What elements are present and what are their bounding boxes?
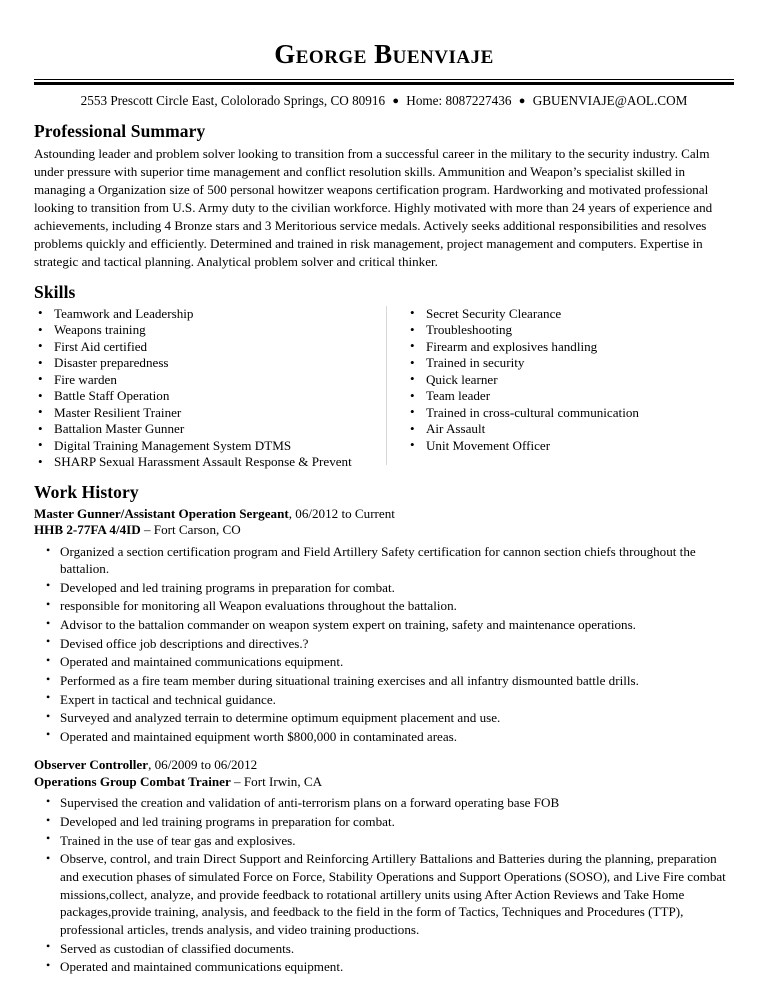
skills-column-right: [384, 306, 734, 471]
job-location: – Fort Carson, CO: [140, 522, 241, 538]
job-dates: , 06/2009 to 06/2012: [148, 757, 258, 773]
list-item: • Weapons training: [34, 322, 376, 338]
list-item: • Trained in cross-cultural communication: [406, 405, 734, 421]
job-responsibility-list: [34, 794, 734, 975]
list-item: • Trained in the use of tear gas and explosives.: [34, 832, 734, 849]
list-item: • Battalion Master Gunner: [34, 421, 376, 437]
contact-email: GBUENVIAJE@AOL.COM: [532, 92, 688, 108]
list-item: • Developed and led training programs in preparation for combat.: [34, 813, 734, 830]
list-item: • Surveyed and analyzed terrain to determine optimum equipment placement and use.: [34, 709, 734, 726]
list-item: • SHARP Sexual Harassment Assault Response & Prevent: [34, 454, 376, 470]
list-item: • Secret Security Clearance: [406, 306, 734, 322]
list-item: • Firearm and explosives handling: [406, 339, 734, 355]
header-divider-thick: [34, 82, 734, 85]
job-org-line: [34, 774, 734, 791]
list-item: • Team leader: [406, 388, 734, 404]
list-item: • Served as custodian of classified documents.: [34, 940, 734, 957]
list-item: • Operated and maintained communications equipment.: [34, 958, 734, 975]
list-item: • First Aid certified: [34, 339, 376, 355]
list-item: • Quick learner: [406, 372, 734, 388]
section-heading-professional-summary: Professional Summary: [34, 121, 206, 142]
job-title-line: [34, 506, 734, 523]
job-title: Master Gunner/Assistant Operation Sergeant: [34, 505, 289, 521]
job-responsibility-list: [34, 543, 734, 745]
list-item: • Fire warden: [34, 372, 376, 388]
contact-separator-1: ●: [392, 94, 399, 107]
list-item: • Teamwork and Leadership: [34, 306, 376, 322]
contact-phone: Home: 8087227436: [406, 92, 512, 108]
job-title-line: [34, 757, 734, 774]
list-item: • Operated and maintained equipment worth $800,000 in contaminated areas.: [34, 728, 734, 745]
list-item: • Air Assault: [406, 421, 734, 437]
contact-separator-2: ●: [518, 94, 526, 107]
contact-line: [34, 91, 734, 111]
list-item: • Trained in security: [406, 355, 734, 371]
list-item: • Performed as a fire team member during situational training exercises and all infantry dismounted battle drills.: [34, 672, 734, 689]
list-item: • Organized a section certification program and Field Artillery Safety certification for cannon section chiefs throughout the battalion.: [34, 543, 734, 577]
skills-column-left: [34, 306, 384, 471]
list-item: • Troubleshooting: [406, 322, 734, 338]
page-title: George Buenviaje: [274, 39, 494, 69]
list-item: • Battle Staff Operation: [34, 388, 376, 404]
list-item: • Unit Movement Officer: [406, 438, 734, 454]
list-item: • Observe, control, and train Direct Support and Reinforcing Artillery Battalions and Batteries during the planning, preparation and execution phases of simulated Force on Force, Stability Operations and Support Operations (SOSO), and Live Fire combat missions,collect, analyze, and provide feedback to rotational artillery units using After Action Reviews and Take Home packages,provide training, analysis, and feedback to the field in the form of Tactics, Techniques and Procedures (TTP), professional articles, trends analysis, and video training productions.: [34, 850, 734, 938]
list-item: • Disaster preparedness: [34, 355, 376, 371]
list-item: • Digital Training Management System DTMS: [34, 438, 376, 454]
skills-columns: [34, 306, 734, 471]
work-history-list: [34, 506, 734, 976]
list-item: • Developed and led training programs in preparation for combat.: [34, 579, 734, 596]
header-divider: [34, 79, 734, 85]
work-history-entry: [34, 757, 734, 976]
job-organization: Operations Group Combat Trainer: [34, 773, 231, 789]
list-item: • Expert in tactical and technical guidance.: [34, 691, 734, 708]
job-org-line: [34, 522, 734, 539]
list-item: • Master Resilient Trainer: [34, 405, 376, 421]
professional-summary-text: Astounding leader and problem solver looking to transition from a successful career in the military to the security industry. Calm under pressure with superior time management and conflict resolution skills. Ammunition and Weapon’s specialist skilled in managing a Organization size of 500 personal howitzer weapons certification program. Hardworking and motivated professional looking to transition from U.S. Army duty to the civilian workforce. Highly motivated with more than 24 years of experience and achievements, including 4 Bronze stars and 3 Meritorious service medals. Actively seeks additional responsibilities and resolves problems quickly and efficiently. Determined and trained in risk management, project management and computers. Expertise in strategic and tactical planning. Analytical problem solver and critical thinker.: [34, 146, 713, 269]
skills-column-divider: [386, 306, 387, 465]
list-item: • Operated and maintained communications equipment.: [34, 653, 734, 670]
contact-address: 2553 Prescott Circle East, Cololorado Springs, CO 80916: [80, 92, 386, 108]
job-title: Observer Controller: [34, 757, 149, 773]
list-item: • Devised office job descriptions and directives.?: [34, 635, 734, 652]
skills-list-right: [406, 306, 734, 454]
job-dates: , 06/2012 to Current: [288, 505, 395, 521]
job-location: – Fort Irwin, CA: [230, 773, 323, 789]
section-heading-skills: Skills: [34, 281, 76, 302]
list-item: • Advisor to the battalion commander on weapon system expert on training, safety and maintenance operations.: [34, 616, 734, 633]
list-item: • Supervised the creation and validation of anti-terrorism plans on a forward operating base FOB: [34, 794, 734, 811]
list-item: • responsible for monitoring all Weapon evaluations throughout the battalion.: [34, 597, 734, 614]
section-heading-work-history: Work History: [34, 481, 139, 502]
work-history-entry: [34, 506, 734, 745]
job-organization: HHB 2-77FA 4/4ID: [34, 522, 141, 538]
skills-list-left: [34, 306, 376, 471]
